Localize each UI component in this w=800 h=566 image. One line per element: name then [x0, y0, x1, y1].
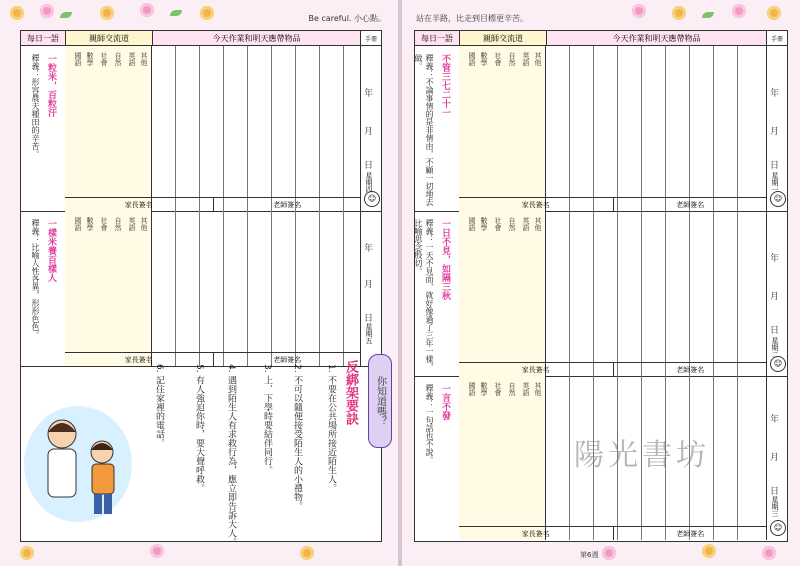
- parent-signature[interactable]: 家長簽名: [459, 198, 614, 211]
- subject-label: 數學: [480, 52, 488, 66]
- parent-signature[interactable]: 家長簽名: [65, 353, 214, 366]
- year-label: 年: [770, 254, 780, 264]
- subject-label: 自然: [508, 382, 516, 396]
- subject-label: 國語: [468, 382, 476, 396]
- day-label: 日: [364, 314, 374, 324]
- flower-icon: [762, 546, 776, 560]
- subject-label: 社會: [100, 217, 108, 231]
- flower-icon: [40, 4, 54, 18]
- subject-label: 社會: [100, 52, 108, 66]
- teacher-signature[interactable]: 老師簽名: [676, 529, 705, 538]
- flower-icon: [602, 546, 616, 560]
- header-daily-saying: 每日一語: [21, 31, 66, 45]
- subject-label: 自然: [114, 217, 122, 231]
- subject-label: 英語: [522, 382, 530, 396]
- day-label: 日: [770, 161, 780, 171]
- subject-label: 國語: [74, 52, 82, 66]
- smiley-icon: ☺: [364, 191, 380, 207]
- flower-border-bottom: [0, 538, 398, 566]
- page-header-text: 站在半路，比走到目標更辛苦。: [416, 14, 528, 23]
- parent-comm-cell: [459, 46, 546, 211]
- flower-icon: [100, 6, 114, 20]
- parent-comm-cell: [459, 211, 546, 376]
- teacher-signature[interactable]: 老師簽名: [273, 355, 302, 364]
- signature-row: [459, 197, 767, 211]
- subject-label: 英語: [522, 52, 530, 66]
- leaf-icon: [702, 12, 714, 18]
- subject-label: 自然: [508, 52, 516, 66]
- saying-title: 一言不發: [440, 384, 450, 420]
- saying-title: 不管三七二十一: [440, 54, 450, 117]
- smiley-icon: ☺: [770, 191, 786, 207]
- year-label: 年: [770, 89, 780, 99]
- homework-cell[interactable]: [151, 46, 361, 211]
- flower-icon: [300, 546, 314, 560]
- tip-item: 1. 不要在公共場所接近陌生人。: [326, 364, 336, 493]
- left-page: [0, 0, 398, 566]
- tip-item: 2. 不可以隨便接受陌生人的小禮物。: [292, 364, 302, 511]
- day-label: 日: [364, 161, 374, 171]
- teacher-signature[interactable]: 老師簽名: [273, 200, 302, 209]
- tip-item: 4. 遇到陌生人有求救行為，應立即告訴大人。: [226, 364, 236, 547]
- daily-saying-cell: [415, 376, 460, 540]
- signature-row: [459, 362, 767, 376]
- weekday-label: 星期一: [771, 172, 779, 193]
- daily-saying-cell: [21, 46, 66, 211]
- flower-icon: [140, 3, 154, 17]
- parent-signature[interactable]: 家長簽名: [65, 198, 214, 211]
- homework-cell[interactable]: [545, 211, 767, 376]
- day-block: [21, 211, 381, 367]
- did-you-know-badge: 你知道嗎？: [368, 354, 392, 448]
- parent-comm-cell: [65, 46, 152, 211]
- weekday-label: 星期五: [365, 323, 373, 344]
- smiley-icon: ☺: [770, 520, 786, 536]
- header-mark: 手冊: [767, 31, 787, 45]
- date-cell: [360, 211, 381, 366]
- year-label: 年: [364, 89, 374, 99]
- column-headers: [21, 31, 381, 46]
- subject-label: 國語: [468, 217, 476, 231]
- subject-label: 英語: [522, 217, 530, 231]
- day-block: [415, 46, 787, 212]
- saying-explanation: 釋義：一天不見面，就好像過了三年一樣，比喻思念殷切。: [414, 219, 434, 371]
- parent-comm-cell: [65, 211, 152, 366]
- parent-signature[interactable]: 家長簽名: [459, 527, 614, 540]
- did-you-know-section: [0, 354, 398, 566]
- subject-label: 其他: [140, 52, 148, 66]
- flower-icon: [767, 6, 781, 20]
- saying-title: 一粒米，百粒汗: [46, 54, 56, 117]
- tip-item: 6. 記住家裡的電話。: [154, 364, 164, 448]
- header-mark: 手冊: [361, 31, 381, 45]
- signature-row: [65, 197, 361, 211]
- subject-label: 數學: [480, 382, 488, 396]
- smiley-icon: ☺: [770, 356, 786, 372]
- subject-label: 國語: [74, 217, 82, 231]
- subject-label: 國語: [468, 52, 476, 66]
- year-label: 年: [770, 415, 780, 425]
- weekday-label: 星期四: [365, 172, 373, 193]
- day-label: 日: [770, 487, 780, 497]
- header-parent-communication: 親師交流道: [460, 31, 547, 45]
- subject-label: 自然: [114, 52, 122, 66]
- month-label: 月: [770, 127, 780, 137]
- flower-icon: [732, 4, 746, 18]
- saying-title: 一日不見，如隔三秋: [440, 219, 450, 300]
- teacher-signature[interactable]: 老師簽名: [676, 365, 705, 374]
- flower-icon: [20, 546, 34, 560]
- year-label: 年: [364, 244, 374, 254]
- week-number: 第6週: [580, 551, 599, 559]
- header-daily-saying: 每日一語: [415, 31, 460, 45]
- tip-item: 5. 有人強迫你時，要大聲呼救。: [194, 364, 204, 493]
- flower-icon: [10, 6, 24, 20]
- subject-label: 英語: [128, 52, 136, 66]
- leaf-icon: [60, 12, 72, 18]
- watermark: 陽光書坊: [574, 438, 710, 473]
- daily-saying-cell: [415, 211, 460, 376]
- saying-explanation: 釋義：一句話也不說。: [425, 384, 434, 464]
- header-homework: 今天作業和明天應帶物品: [547, 31, 767, 45]
- leaf-icon: [170, 10, 182, 16]
- subject-label: 其他: [140, 217, 148, 231]
- subject-label: 其他: [534, 382, 542, 396]
- flower-icon: [150, 544, 164, 558]
- weekday-label: 星期三: [771, 496, 779, 517]
- daily-saying-cell: [21, 211, 66, 366]
- header-parent-communication: 親師交流道: [66, 31, 153, 45]
- subject-label: 其他: [534, 217, 542, 231]
- weekday-label: 星期二: [771, 337, 779, 358]
- daily-saying-cell: [415, 46, 460, 211]
- flower-icon: [702, 544, 716, 558]
- subject-label: 其他: [534, 52, 542, 66]
- parent-comm-cell: [459, 376, 546, 540]
- month-label: 月: [770, 453, 780, 463]
- subject-label: 自然: [508, 217, 516, 231]
- homework-cell[interactable]: [151, 211, 361, 366]
- date-cell: [766, 46, 787, 211]
- date-cell: [766, 376, 787, 540]
- page-header-text: Be careful. 小心點。: [308, 14, 386, 23]
- flower-icon: [672, 6, 686, 20]
- header-homework: 今天作業和明天應帶物品: [153, 31, 361, 45]
- flower-icon: [200, 6, 214, 20]
- month-label: 月: [770, 292, 780, 302]
- parent-child-illustration: [22, 394, 134, 524]
- tip-item: 3. 上、下學時要結伴同行。: [262, 364, 272, 475]
- day-block: [415, 211, 787, 377]
- subject-label: 社會: [494, 382, 502, 396]
- subject-label: 社會: [494, 52, 502, 66]
- subject-label: 數學: [480, 217, 488, 231]
- day-label: 日: [770, 326, 780, 336]
- month-label: 月: [364, 127, 374, 137]
- saying-explanation: 釋義：形容農夫種田的辛苦。: [31, 54, 40, 158]
- homework-cell[interactable]: [545, 46, 767, 211]
- date-cell: [766, 211, 787, 376]
- saying-explanation: 釋義：比喻人性各異，形形色色。: [31, 219, 40, 339]
- flower-icon: [632, 4, 646, 18]
- subject-label: 社會: [494, 217, 502, 231]
- column-headers: [415, 31, 787, 46]
- subject-label: 數學: [86, 52, 94, 66]
- parent-signature[interactable]: 家長簽名: [459, 363, 614, 376]
- saying-explanation: 釋義：不論事情的是非情由，不顧一切地去做。: [414, 54, 434, 206]
- flower-border-bottom: [402, 538, 800, 566]
- subject-label: 英語: [128, 217, 136, 231]
- right-page: [402, 0, 800, 566]
- subject-label: 數學: [86, 217, 94, 231]
- saying-title: 一樣米養百樣人: [46, 219, 56, 282]
- teacher-signature[interactable]: 老師簽名: [676, 200, 705, 209]
- day-block: [21, 46, 381, 212]
- section-title: 反綁架要訣: [343, 360, 358, 425]
- date-cell: [360, 46, 381, 211]
- month-label: 月: [364, 280, 374, 290]
